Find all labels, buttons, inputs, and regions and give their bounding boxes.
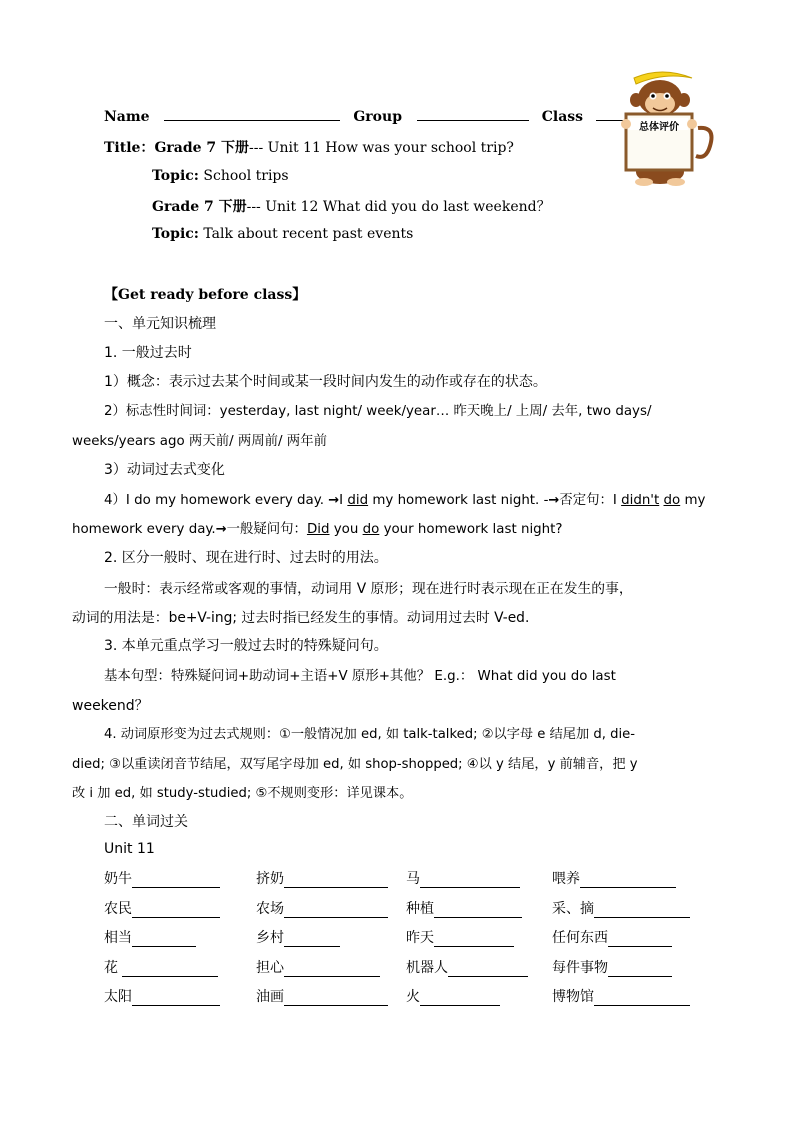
title-line-1	[104, 137, 514, 157]
topic-label-1: Topic:	[152, 168, 199, 184]
sentence-past-end: my homework last night. -	[368, 493, 549, 508]
vocab-item	[406, 898, 522, 918]
vocab-answer-blank[interactable]	[132, 990, 220, 1006]
vocab-answer-blank[interactable]	[284, 990, 388, 1006]
vocab-answer-blank[interactable]	[132, 902, 220, 918]
arrow-right-icon: →	[215, 522, 227, 537]
question-end: your homework last night?	[379, 522, 563, 537]
vocab-word: 油画	[256, 989, 284, 1005]
vocab-answer-blank[interactable]	[284, 872, 388, 888]
vocab-word: 喂养	[552, 871, 580, 887]
item1-2a: 2）标志性时间词：yesterday, last night/ week/year… 昨天晚上/ 上周/ 去年, two days/	[104, 404, 652, 419]
item2-title: 2. 区分一般时、现在进行时、过去时的用法。	[104, 550, 388, 566]
title-unit-2: --- Unit 12 What did you do last weekend？	[246, 199, 551, 215]
vocab-item	[552, 927, 672, 947]
vocab-answer-blank[interactable]	[608, 961, 672, 977]
vocab-item	[104, 986, 220, 1006]
vocab-answer-blank[interactable]	[132, 872, 220, 888]
vocab-answer-blank[interactable]	[434, 931, 514, 947]
vocab-item	[104, 898, 220, 918]
item4-b: died; ③以重读闭音节结尾，双写尾字母加 ed, 如 shop-shopped; ④以 y 结尾，y 前辅音，把 y	[72, 757, 638, 772]
vocab-word: 相当	[104, 930, 132, 946]
sentence-cont: homework every day.	[72, 522, 216, 537]
vocab-item	[406, 986, 500, 1006]
vocab-answer-blank[interactable]	[594, 990, 690, 1006]
mascot-board-text: 总体评价	[639, 122, 679, 133]
item3-b: weekend？	[72, 698, 149, 714]
item4-c: 改 i 加 ed, 如 study-studied; ⑤不规则变形：详见课本。	[72, 786, 413, 801]
vocab-word: 乡村	[256, 930, 284, 946]
sentence-tail: my	[680, 493, 706, 508]
vocab-item	[104, 957, 218, 977]
group-field[interactable]	[417, 108, 529, 121]
vocab-word: 农场	[256, 900, 284, 917]
student-info-row	[104, 108, 682, 125]
name-label: Name	[104, 109, 150, 125]
vocab-row	[104, 986, 724, 1016]
topic-line-1	[152, 168, 289, 184]
vocab-item	[552, 868, 676, 888]
item4-a: 4. 动词原形变为过去式规则：①一般情况加 ed, 如 talk-talked; ②以字母 e 结尾加 d, die-	[104, 727, 636, 742]
vocab-word: 机器人	[406, 959, 448, 976]
topic-line-2	[152, 226, 413, 242]
topic-text-2: Talk about recent past events	[203, 226, 414, 242]
vocab-item	[406, 927, 514, 947]
class-label: Class	[541, 109, 584, 125]
vocab-word: 每件事物	[552, 959, 608, 976]
vocab-item	[406, 957, 528, 977]
negative-label: 否定句：I	[559, 493, 622, 508]
vocab-answer-blank[interactable]	[284, 961, 380, 977]
item3-title: 3. 本单元重点学习一般过去时的特殊疑问句。	[104, 638, 388, 654]
vocab-word: 博物馆	[552, 989, 594, 1005]
vocab-item	[256, 986, 388, 1006]
underlined-did: did	[347, 493, 369, 508]
vocab-answer-blank[interactable]	[420, 872, 520, 888]
underlined-do: do	[663, 493, 681, 508]
vocab-answer-blank[interactable]	[284, 931, 340, 947]
underlined-did-cap: Did	[306, 522, 330, 537]
vocab-row	[104, 868, 724, 898]
item2-b: 动词的用法是：be+V-ing; 过去时指已经发生的事情。动词用过去时 V-ed.	[72, 610, 530, 626]
section-heading: 【Get ready before class】	[104, 287, 307, 303]
item1-3: 3）动词过去式变化	[104, 462, 225, 478]
vocab-item	[256, 927, 340, 947]
unit-label: Unit 11	[104, 841, 155, 857]
arrow-right-icon: →	[548, 493, 560, 508]
item1-2b: weeks/years ago 两天前/ 两周前/ 两年前	[72, 434, 327, 449]
underlined-didnt: didn't	[621, 493, 660, 508]
vocab-word: 挤奶	[256, 871, 284, 887]
vocab-word: 任何东西	[552, 930, 608, 946]
vocab-answer-blank[interactable]	[608, 931, 672, 947]
title-line-2	[152, 196, 551, 216]
question-label: 一般疑问句：	[226, 522, 307, 537]
item1-title: 1. 一般过去时	[104, 345, 192, 361]
vocab-answer-blank[interactable]	[420, 990, 500, 1006]
vocab-answer-blank[interactable]	[122, 961, 218, 977]
vocab-word: 种植	[406, 900, 434, 917]
monkey-mascot-illustration	[612, 68, 716, 188]
vocab-word: 担心	[256, 959, 284, 976]
name-field[interactable]	[164, 108, 340, 121]
vocab-answer-blank[interactable]	[448, 961, 528, 977]
topic-text-1: School trips	[203, 168, 289, 184]
vocab-word: 太阳	[104, 989, 132, 1005]
vocab-item	[104, 927, 196, 947]
vocab-answer-blank[interactable]	[434, 902, 522, 918]
topic-label-2: Topic:	[152, 226, 199, 242]
vocab-word: 奶牛	[104, 871, 132, 887]
vocab-word: 马	[406, 871, 420, 887]
vocab-item	[406, 868, 520, 888]
item3-a: 基本句型：特殊疑问词+助动词+主语+V 原形+其他？ E.g.： What did you do last	[104, 669, 616, 684]
sentence-past-start: I	[339, 493, 348, 508]
vocab-row	[104, 927, 724, 957]
vocab-row	[104, 957, 724, 987]
vocab-item	[256, 957, 380, 977]
item1-1: 1）概念：表示过去某个时间或某一段时间内发生的动作或存在的状态。	[104, 374, 547, 390]
vocab-table	[104, 868, 724, 1016]
part1-heading: 一、单元知识梳理	[104, 316, 216, 332]
part2-heading: 二、单词过关	[104, 814, 188, 830]
vocab-answer-blank[interactable]	[594, 902, 690, 918]
question-mid: you	[329, 522, 363, 537]
item1-4a	[104, 489, 705, 508]
vocab-item	[552, 957, 672, 977]
vocab-answer-blank[interactable]	[580, 872, 676, 888]
vocab-word: 昨天	[406, 930, 434, 946]
vocab-item	[256, 868, 388, 888]
vocab-word: 火	[406, 989, 420, 1005]
vocab-item	[552, 898, 690, 918]
title-label: Title：	[104, 140, 155, 156]
vocab-item	[256, 898, 388, 918]
vocab-word: 采、摘	[552, 900, 594, 917]
vocab-word: 农民	[104, 900, 132, 917]
group-label: Group	[353, 109, 402, 125]
vocab-item	[104, 868, 220, 888]
sentence-present: 4）I do my homework every day.	[104, 493, 329, 508]
vocab-answer-blank[interactable]	[132, 931, 196, 947]
vocab-word: 花	[104, 959, 123, 976]
item2-a: 一般时：表示经常或客观的事情，动词用 V 原形；现在进行时表示现在正在发生的事，	[104, 581, 633, 597]
title-grade-1: Grade 7 下册	[154, 140, 250, 156]
vocab-row	[104, 898, 724, 928]
title-grade-2: Grade 7 下册	[152, 199, 247, 215]
vocab-answer-blank[interactable]	[284, 902, 388, 918]
arrow-right-icon: →	[328, 493, 340, 508]
item1-4b	[72, 518, 563, 537]
vocab-item	[552, 986, 690, 1006]
title-unit-1: --- Unit 11 How was your school trip?	[249, 140, 514, 156]
underlined-do-2: do	[362, 522, 380, 537]
